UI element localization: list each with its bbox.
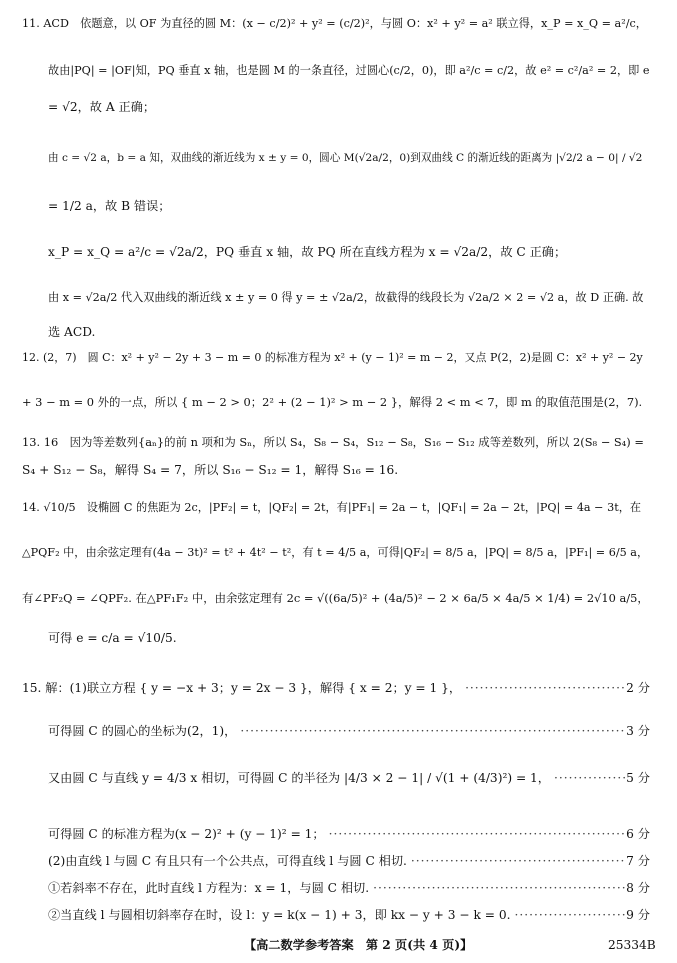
- score-points: 8 分: [626, 881, 650, 895]
- scored-line: [48, 880, 650, 896]
- leader-dots: [550, 770, 626, 786]
- answer-line: △PQF₂ 中，由余弦定理有(4a − 3t)² = t² + 4t² − t²，有 t = 4/5 a，可得|QF₂| = 8/5 a，|PQ| = 8/5 a，|PF₁| = 6/5 a，: [22, 546, 649, 559]
- answer-line: x_P = x_Q = a²/c = √2a/2，PQ 垂直 x 轴，故 PQ 所在直线方程为 x = √2a/2，故 C 正确；: [48, 245, 567, 259]
- leader-dots: [510, 907, 626, 923]
- score-points: 9 分: [626, 908, 650, 922]
- line-text: 可得圆 C 的标准方程为(x − 2)² + (y − 1)² = 1；: [48, 827, 325, 841]
- leader-dots: [236, 723, 626, 739]
- scored-line: [48, 770, 650, 786]
- line-text: (2)由直线 l 与圆 C 有且只有一个公共点，可得直线 l 与圆 C 相切.: [48, 854, 407, 868]
- score-points: 7 分: [626, 854, 650, 868]
- answer-line: 12. (2，7) 圆 C：x² + y² − 2y + 3 − m = 0 的标准方程为 x² + (y − 1)² = m − 2，又点 P(2，2)是圆 C：x² + y² − 2y: [22, 351, 643, 364]
- answer-line: 可得 e = c/a = √10/5.: [48, 631, 177, 645]
- answer-line: 11. ACD 依题意，以 OF 为直径的圆 M：(x − c/2)² + y² = (c/2)²，与圆 O：x² + y² = a² 联立得，x_P = x_Q = a²/c，: [22, 17, 647, 30]
- answer-line: 由 c = √2 a，b = a 知，双曲线的渐近线为 x ± y = 0，圆心 M(√2a/2，0)到双曲线 C 的渐近线的距离为 |√2/2 a − 0| / √2: [48, 152, 643, 164]
- line-text: ①若斜率不存在，此时直线 l 方程为：x = 1，与圆 C 相切.: [48, 881, 370, 895]
- scored-line: [22, 680, 650, 696]
- score-points: 2 分: [626, 681, 650, 695]
- line-text: 又由圆 C 与直线 y = 4/3 x 相切，可得圆 C 的半径为 |4/3 × 2 − 1| / √(1 + (4/3)²) = 1，: [48, 771, 550, 785]
- line-text: 15. 解：(1)联立方程 { y = −x + 3；y = 2x − 3 }，解得 { x = 2；y = 1 }，: [22, 681, 462, 695]
- score-points: 3 分: [626, 724, 650, 738]
- scored-line: [48, 826, 650, 842]
- leader-dots: [407, 853, 626, 869]
- answer-line: 由 x = √2a/2 代入双曲线的渐近线 x ± y = 0 得 y = ± √2a/2，故截得的线段长为 √2a/2 × 2 = √2 a，故 D 正确. 故: [48, 291, 644, 304]
- answer-line: + 3 − m = 0 外的一点，所以 { m − 2 > 0；2² + (2 − 1)² > m − 2 }，解得 2 < m < 7，即 m 的取值范围是(2，7).: [22, 395, 643, 409]
- answer-line: 选 ACD.: [48, 325, 96, 339]
- answer-line: 有∠PF₂Q = ∠QPF₂. 在△PF₁F₂ 中，由余弦定理有 2c = √((6a/5)² + (4a/5)² − 2 × 6a/5 × 4a/5 × 1/4) = 2√10 a/5，: [22, 591, 649, 605]
- scored-line: [48, 853, 650, 869]
- answer-line: 14. √10/5 设椭圆 C 的焦距为 2c，|PF₂| = t，|QF₂| = 2t，有|PF₁| = 2a − t，|QF₁| = 2a − 2t，|PQ| = 4a − 3t，在: [22, 501, 642, 514]
- leader-dots: [461, 680, 626, 696]
- answer-line: S₄ + S₁₂ − S₈，解得 S₄ = 7，所以 S₁₆ − S₁₂ = 1，解得 S₁₆ = 16.: [22, 463, 399, 477]
- line-text: ②当直线 l 与圆相切斜率存在时，设 l：y = k(x − 1) + 3，即 kx − y + 3 − k = 0.: [48, 908, 511, 922]
- answer-line: 13. 16 因为等差数列{aₙ}的前 n 项和为 Sₙ，所以 S₄，S₈ − S₄，S₁₂ − S₈，S₁₆ − S₁₂ 成等差数列，所以 2(S₈ − S₄) =: [22, 435, 644, 449]
- answer-line: = √2，故 A 正确；: [48, 100, 156, 114]
- answer-line: 故由|PQ| = |OF|知，PQ 垂直 x 轴，也是圆 M 的一条直径，过圆心(c/2，0)，即 a²/c = c/2，故 e² = c²/a² = 2，即 e: [48, 64, 650, 77]
- scored-line: [48, 723, 650, 739]
- leader-dots: [369, 880, 626, 896]
- score-points: 5 分: [626, 771, 650, 785]
- leader-dots: [325, 826, 627, 842]
- footer-code: 25334B: [608, 938, 656, 952]
- score-points: 6 分: [626, 827, 650, 841]
- answer-line: = 1/2 a，故 B 错误；: [48, 199, 171, 213]
- scored-line: [48, 907, 650, 923]
- line-text: 可得圆 C 的圆心的坐标为(2，1)，: [48, 724, 237, 738]
- footer-title: 【高二数学参考答案 第 2 页(共 4 页)】: [244, 938, 473, 952]
